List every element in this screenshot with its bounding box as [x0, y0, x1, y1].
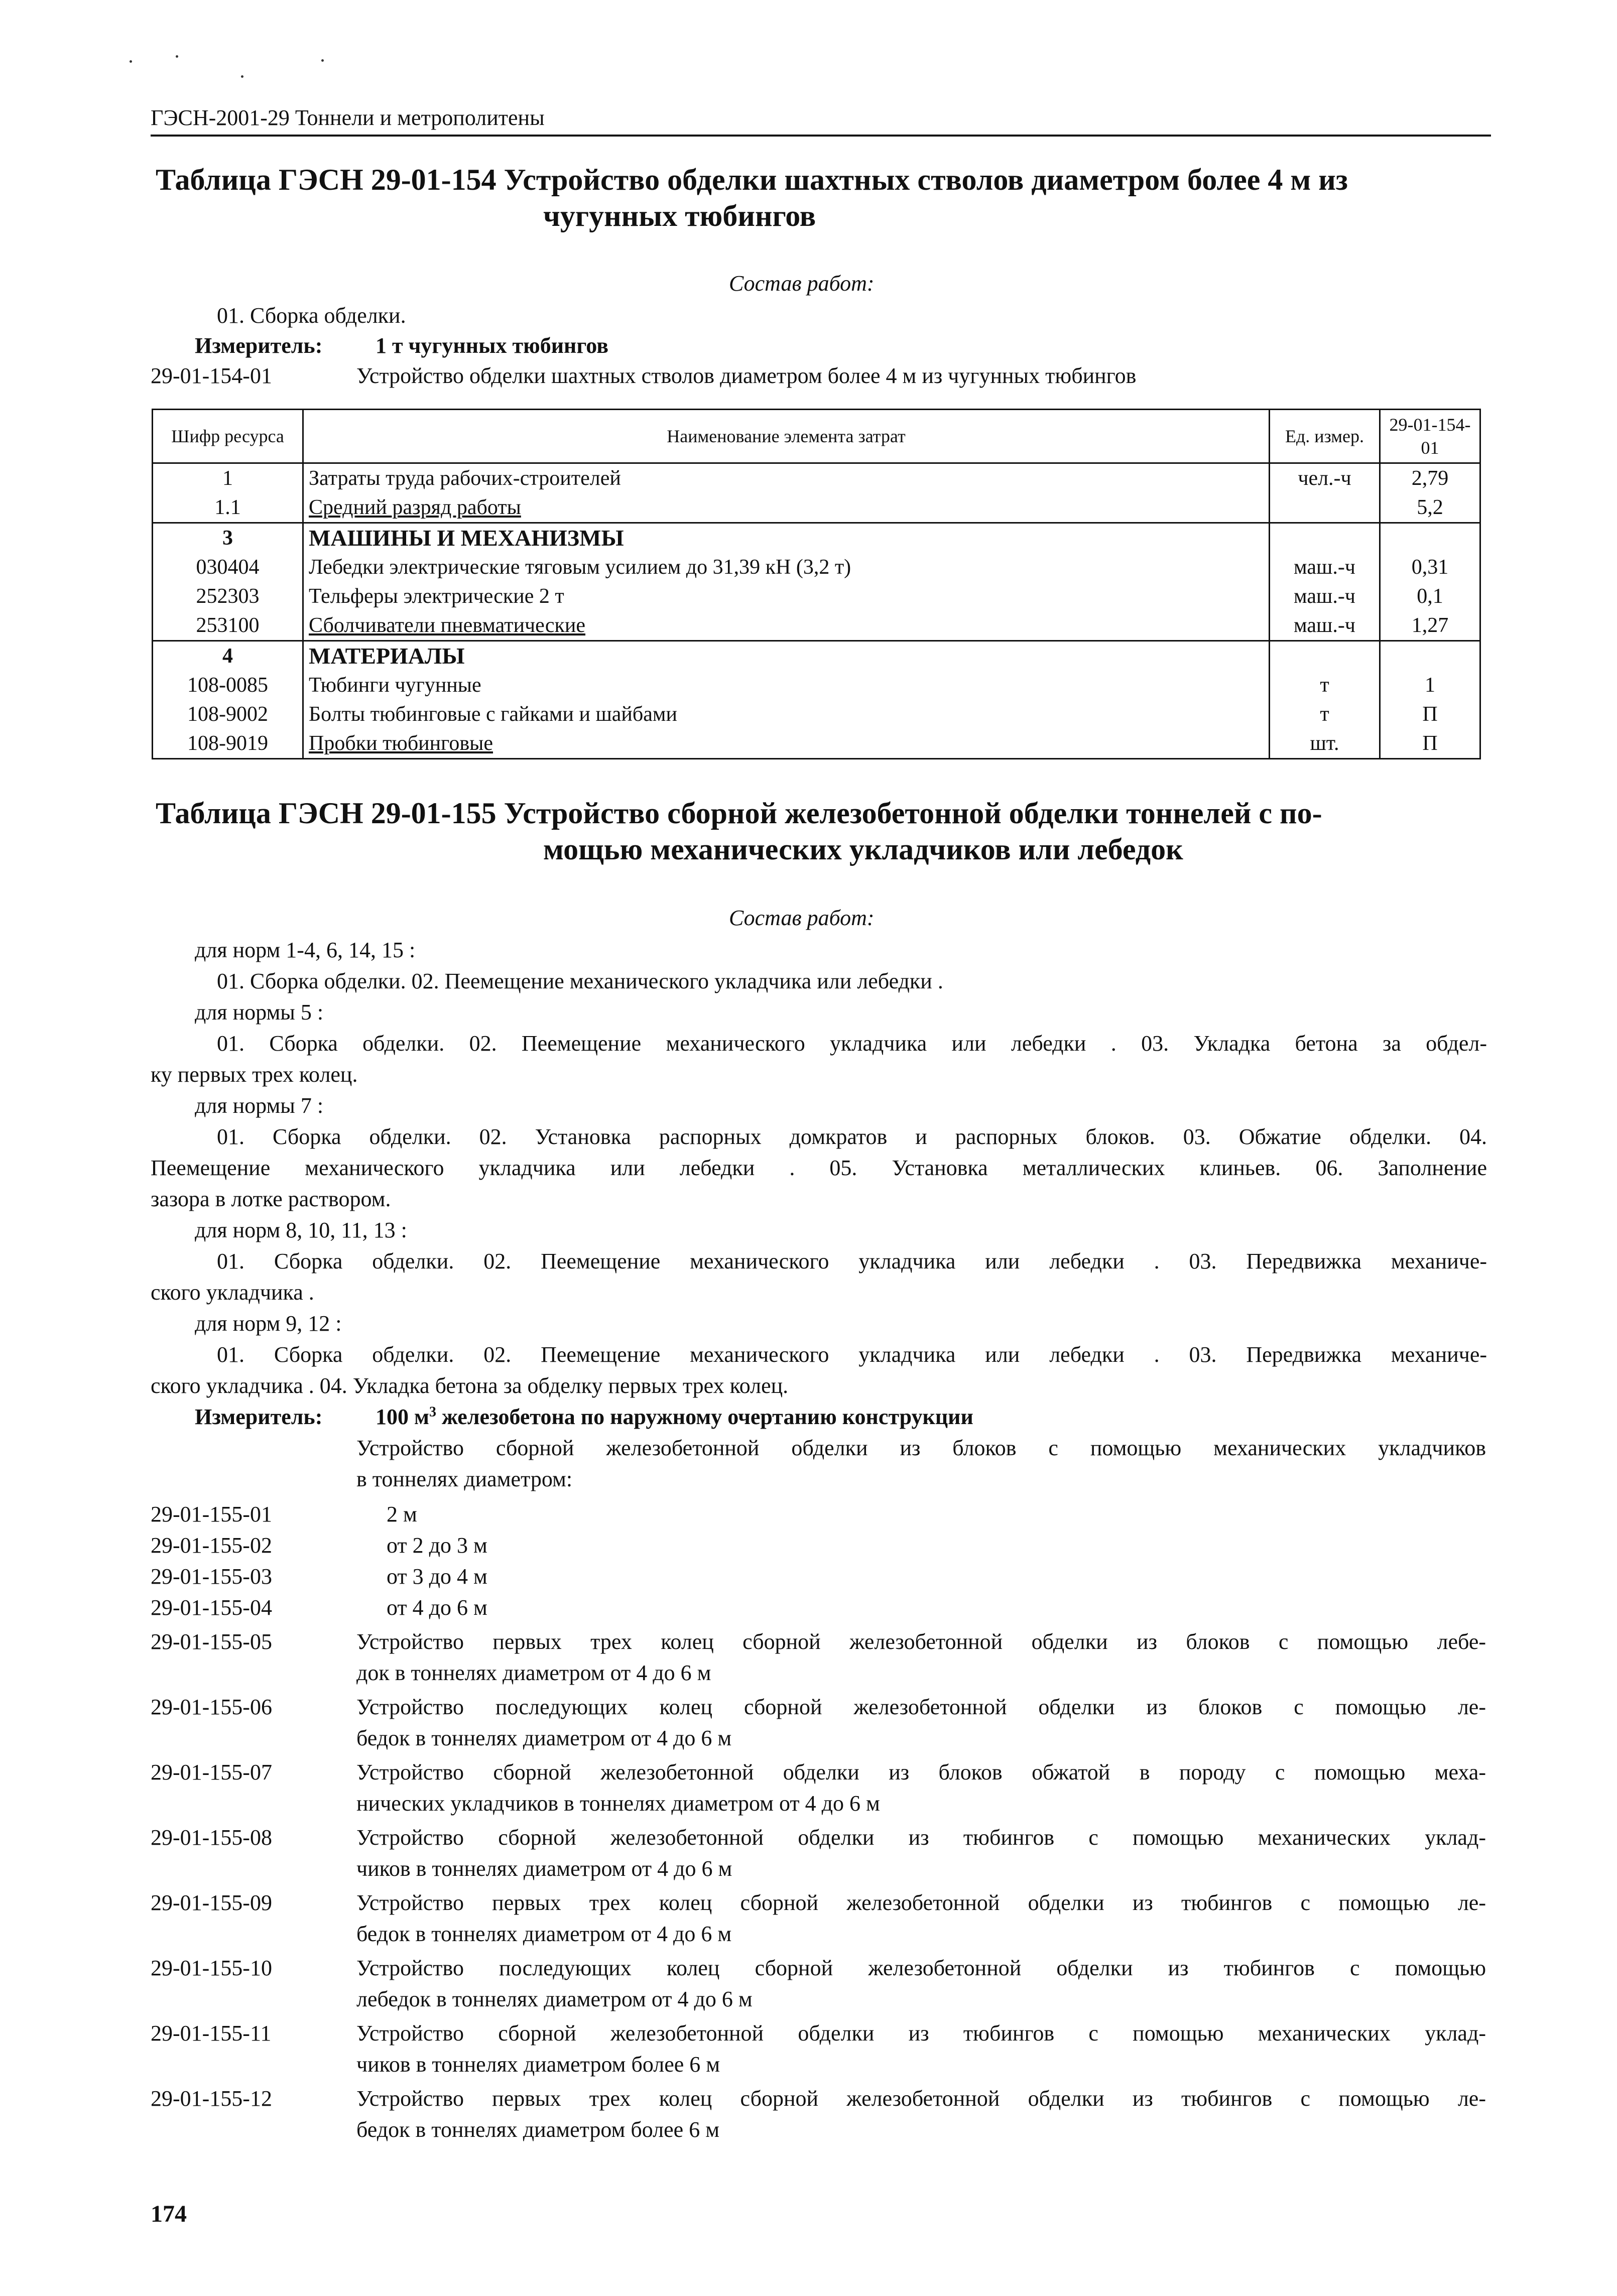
measure-value-b: железобетона по наружному очертанию конструкции — [436, 1405, 973, 1429]
works-group-text: ку первых трех колец. — [151, 1062, 358, 1087]
group-description-line2: в тоннелях диаметром: — [356, 1467, 573, 1491]
row-value: 1 — [1380, 671, 1480, 700]
table-row — [153, 463, 1480, 493]
scan-speck — [130, 60, 132, 63]
norm-code: 29-01-155-02 — [151, 1533, 272, 1558]
row-code: 108-0085 — [153, 671, 303, 700]
works-group-text: ского укладчика . — [151, 1280, 314, 1305]
row-unit: маш.-ч — [1270, 611, 1380, 641]
norm-description-line1: Устройство первых трех колец сборной железобетонной обделки из тюбингов с помощью ле- — [356, 2086, 1486, 2111]
norm-description: от 3 до 4 м — [387, 1564, 487, 1589]
works-group-label: для норм 8, 10, 11, 13 : — [195, 1218, 407, 1242]
row-unit: шт. — [1270, 729, 1380, 759]
col-header-name: Наименование элемента затрат — [303, 410, 1270, 463]
table154-works-heading: Состав работ: — [729, 271, 875, 296]
row-value — [1380, 523, 1480, 553]
row-unit: маш.-ч — [1270, 553, 1380, 582]
norm-code: 29-01-155-10 — [151, 1956, 272, 1980]
row-code: 3 — [153, 523, 303, 553]
works-group-text: 01. Сборка обделки. 02. Пеемещение механического укладчика или лебедки . 03. Укладка бетона за обдел- — [217, 1031, 1487, 1056]
table-row — [153, 671, 1480, 700]
table154-title-line1: Таблица ГЭСН 29-01-154 Устройство обделки шахтных стволов диаметром более 4 м из — [156, 163, 1348, 196]
norm-code: 29-01-155-11 — [151, 2021, 272, 2046]
col-header-norm-text: 29-01-154-01 — [1389, 415, 1471, 458]
row-unit: т — [1270, 671, 1380, 700]
table154-measure-label: Измеритель: — [195, 333, 323, 358]
row-name: Средний разряд работы — [303, 493, 1270, 523]
row-value: 2,79 — [1380, 463, 1480, 493]
norm-code: 29-01-155-08 — [151, 1825, 272, 1850]
works-group-label: для норм 9, 12 : — [195, 1311, 342, 1336]
row-unit — [1270, 641, 1380, 671]
table155-measure-value — [376, 1401, 973, 1433]
table-row — [153, 523, 1480, 553]
col-header-code: Шифр ресурса — [153, 410, 303, 463]
norm-description-line1: Устройство последующих колец сборной железобетонной обделки из блоков с помощью ле- — [356, 1695, 1486, 1719]
norm-code: 29-01-155-03 — [151, 1564, 272, 1589]
table-row — [153, 700, 1480, 729]
table-row — [153, 729, 1480, 759]
scan-speck — [321, 59, 324, 62]
works-group-label: для нормы 5 : — [195, 1000, 324, 1025]
norm-description-line1: Устройство сборной железобетонной обделки из тюбингов с помощью механических уклад- — [356, 1825, 1486, 1850]
measure-superscript: 3 — [429, 1404, 436, 1420]
row-value: П — [1380, 729, 1480, 759]
row-code: 030404 — [153, 553, 303, 582]
works-group-text: 01. Сборка обделки. 02. Пеемещение механического укладчика или лебедки . 03. Передвижка механиче- — [217, 1249, 1487, 1273]
running-title: ГЭСН-2001-29 Тоннели и метрополитены — [151, 105, 545, 130]
scan-speck — [176, 55, 178, 58]
table154-works: 01. Сборка обделки. — [217, 303, 406, 328]
norm-code: 29-01-155-09 — [151, 1890, 272, 1915]
norm-description-line1: Устройство сборной железобетонной обделки из тюбингов с помощью механических уклад- — [356, 2021, 1486, 2046]
table154-measure-value: 1 т чугунных тюбингов — [376, 333, 608, 358]
norm-code: 29-01-155-06 — [151, 1695, 272, 1719]
norm-code: 29-01-155-04 — [151, 1595, 272, 1620]
works-group-label: для норм 1-4, 6, 14, 15 : — [195, 938, 416, 962]
works-group-text: 01. Сборка обделки. 02. Пеемещение механического укладчика или лебедки . — [217, 969, 943, 993]
row-value: 1,27 — [1380, 611, 1480, 641]
table-row — [153, 611, 1480, 641]
row-unit: маш.-ч — [1270, 582, 1380, 611]
row-name: Болты тюбинговые с гайками и шайбами — [303, 700, 1270, 729]
norm-code: 29-01-155-12 — [151, 2086, 272, 2111]
norm-code: 29-01-155-05 — [151, 1629, 272, 1654]
row-name: Затраты труда рабочих-строителей — [303, 463, 1270, 493]
works-group-text: Пеемещение механического укладчика или лебедки . 05. Установка металлических клиньев. 06. Заполнение — [151, 1156, 1487, 1180]
table155-works-heading: Состав работ: — [729, 906, 875, 930]
norm-code: 29-01-155-01 — [151, 1502, 272, 1526]
table155-title-line1: Таблица ГЭСН 29-01-155 Устройство сборной железобетонной обделки тоннелей с по- — [156, 797, 1322, 830]
resource-table — [152, 409, 1481, 759]
row-name: Тюбинги чугунные — [303, 671, 1270, 700]
norm-description-line2: нических укладчиков в тоннелях диаметром от 4 до 6 м — [356, 1791, 880, 1816]
table154-title-line2: чугунных тюбингов — [543, 199, 816, 232]
table154-norm-code: 29-01-154-01 — [151, 363, 272, 388]
table-row — [153, 641, 1480, 671]
row-unit: чел.-ч — [1270, 463, 1380, 493]
col-header-unit: Ед. измер. — [1270, 410, 1380, 463]
works-group-text: зазора в лотке раствором. — [151, 1187, 391, 1211]
row-value: 0,1 — [1380, 582, 1480, 611]
group-description-line1: Устройство сборной железобетонной обделки из блоков с помощью механических укладчиков — [356, 1436, 1486, 1460]
row-name: МАТЕРИАЛЫ — [303, 641, 1270, 671]
row-value: П — [1380, 700, 1480, 729]
norm-description-line1: Устройство первых трех колец сборной железобетонной обделки из блоков с помощью лебе- — [356, 1629, 1486, 1654]
row-code: 4 — [153, 641, 303, 671]
row-unit: т — [1270, 700, 1380, 729]
table155-measure-label: Измеритель: — [195, 1405, 323, 1429]
norm-description-line2: чиков в тоннелях диаметром от 4 до 6 м — [356, 1856, 732, 1881]
works-group-label: для нормы 7 : — [195, 1093, 324, 1118]
measure-value-a: 100 м — [376, 1405, 429, 1429]
works-group-text: 01. Сборка обделки. 02. Установка распорных домкратов и распорных блоков. 03. Обжатие обделки. 04. — [217, 1124, 1487, 1149]
table-row — [153, 493, 1480, 523]
row-code: 1 — [153, 463, 303, 493]
row-name: Лебедки электрические тяговым усилием до 31,39 кН (3,2 т) — [303, 553, 1270, 582]
row-code: 252303 — [153, 582, 303, 611]
norm-description-line1: Устройство сборной железобетонной обделки из блоков обжатой в породу с помощью меха- — [356, 1760, 1486, 1784]
norm-description-line1: Устройство последующих колец сборной железобетонной обделки из тюбингов с помощью — [356, 1956, 1486, 1980]
resource-table-header — [153, 410, 1480, 463]
table-row — [153, 553, 1480, 582]
header-rule — [151, 135, 1491, 137]
row-name: МАШИНЫ И МЕХАНИЗМЫ — [303, 523, 1270, 553]
row-name: Тельферы электрические 2 т — [303, 582, 1270, 611]
row-value — [1380, 641, 1480, 671]
row-unit — [1270, 493, 1380, 523]
works-group-text: ского укладчика . 04. Укладка бетона за обделку первых трех колец. — [151, 1373, 789, 1398]
norm-description-line1: Устройство первых трех колец сборной железобетонной обделки из тюбингов с помощью ле- — [356, 1890, 1486, 1915]
norm-code: 29-01-155-07 — [151, 1760, 272, 1784]
row-code: 1.1 — [153, 493, 303, 523]
row-code: 253100 — [153, 611, 303, 641]
table155-title-line2: мощью механических укладчиков или лебедок — [543, 833, 1183, 866]
row-value: 0,31 — [1380, 553, 1480, 582]
norm-description-line2: док в тоннелях диаметром от 4 до 6 м — [356, 1661, 711, 1685]
table154-norm-desc: Устройство обделки шахтных стволов диаметром более 4 м из чугунных тюбингов — [356, 363, 1137, 388]
norm-description-line2: лебедок в тоннелях диаметром от 4 до 6 м — [356, 1987, 753, 2011]
row-unit — [1270, 523, 1380, 553]
col-header-norm — [1380, 410, 1480, 463]
table-row — [153, 582, 1480, 611]
row-name: Сболчиватели пневматические — [303, 611, 1270, 641]
norm-description-line2: бедок в тоннелях диаметром от 4 до 6 м — [356, 1726, 732, 1750]
row-code: 108-9019 — [153, 729, 303, 759]
works-group-text: 01. Сборка обделки. 02. Пеемещение механического укладчика или лебедки . 03. Передвижка механиче- — [217, 1342, 1487, 1367]
norm-description: 2 м — [387, 1502, 417, 1526]
scan-speck — [241, 75, 243, 78]
norm-description: от 4 до 6 м — [387, 1595, 487, 1620]
norm-description: от 2 до 3 м — [387, 1533, 487, 1558]
row-value: 5,2 — [1380, 493, 1480, 523]
norm-description-line2: чиков в тоннелях диаметром более 6 м — [356, 2052, 720, 2077]
row-code: 108-9002 — [153, 700, 303, 729]
row-name: Пробки тюбинговые — [303, 729, 1270, 759]
page-number: 174 — [151, 2201, 187, 2227]
norm-description-line2: бедок в тоннелях диаметром более 6 м — [356, 2117, 720, 2142]
norm-description-line2: бедок в тоннелях диаметром от 4 до 6 м — [356, 1922, 732, 1946]
